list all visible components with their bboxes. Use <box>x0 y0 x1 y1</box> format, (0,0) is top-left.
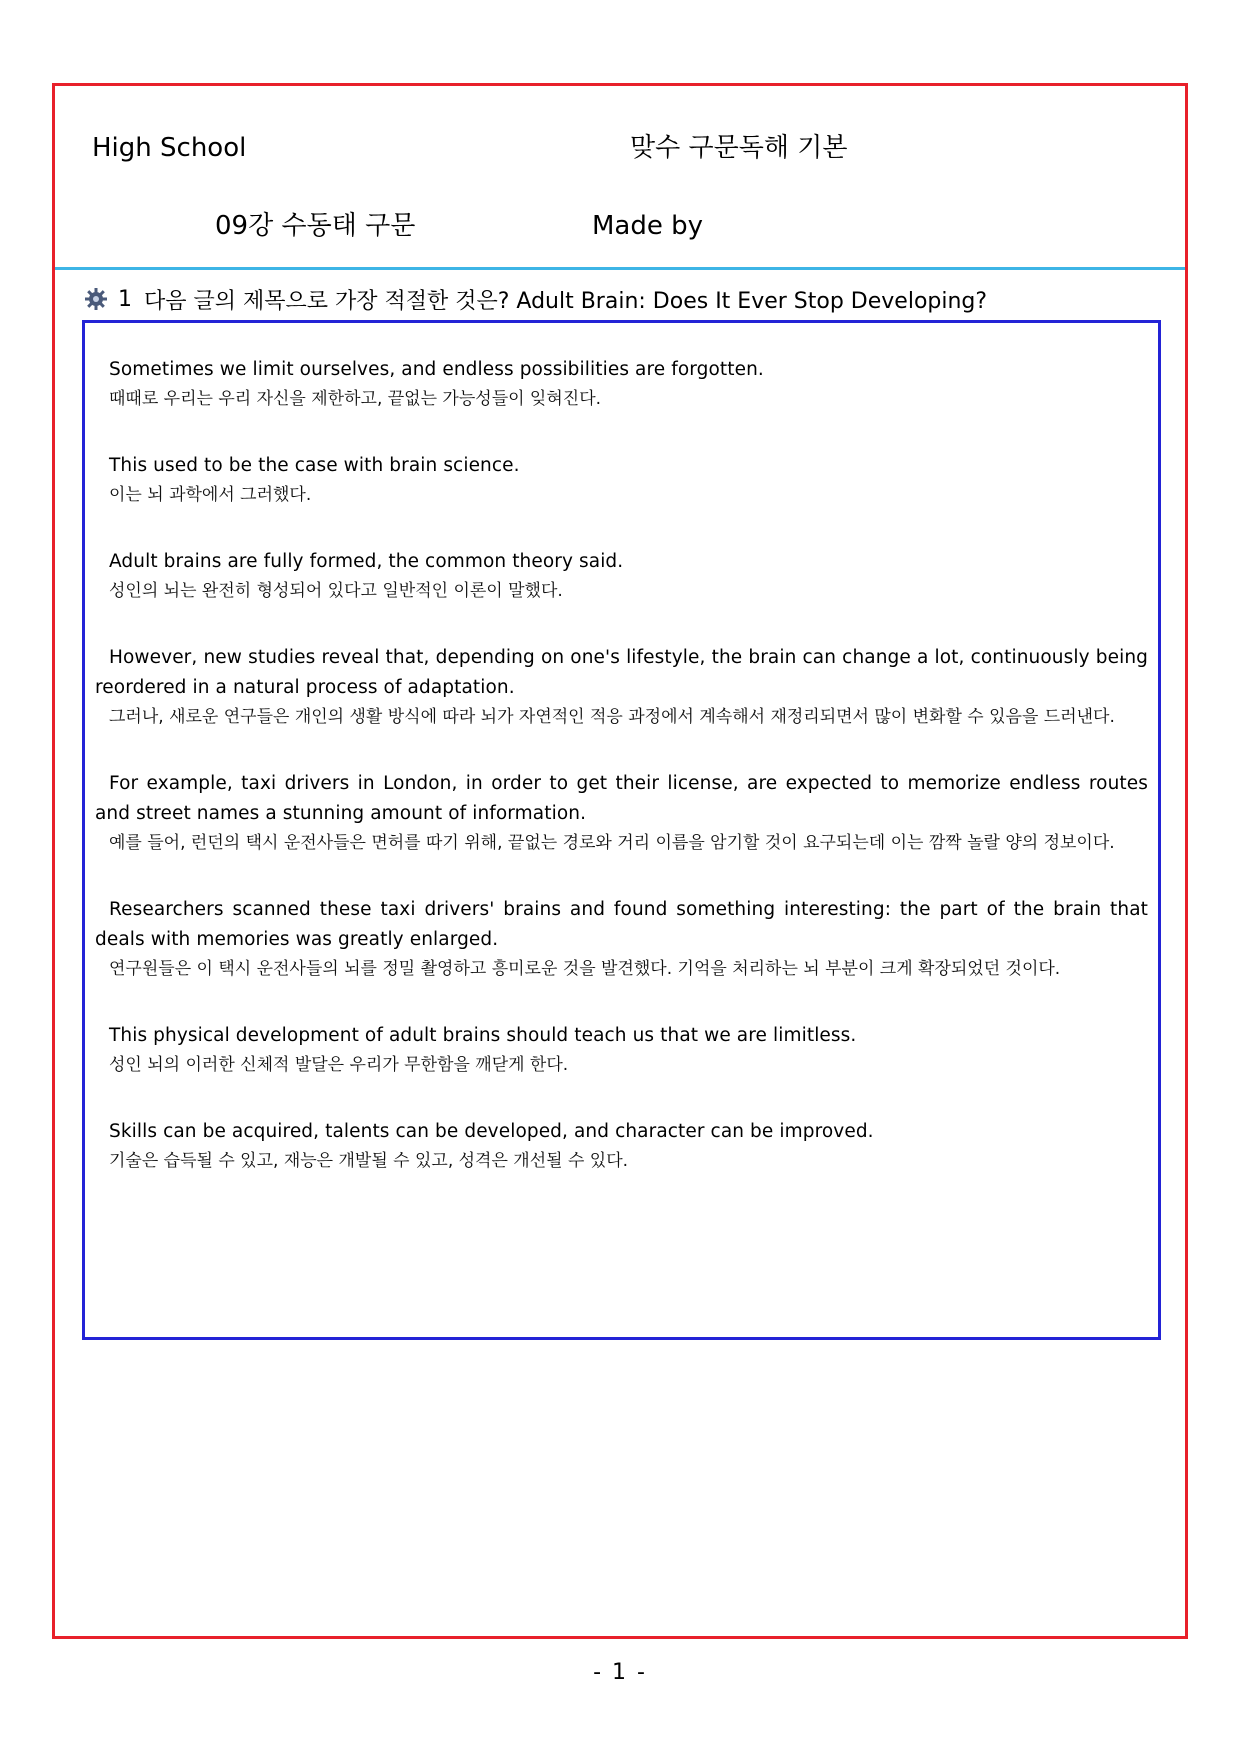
sentence-pair <box>95 895 1148 984</box>
korean-translation: 기술은 습득될 수 있고, 재능은 개발될 수 있고, 성격은 개선될 수 있다. <box>109 1151 629 1171</box>
korean-translation: 연구원들은 이 택시 운전사들의 뇌를 정밀 촬영하고 흥미로운 것을 발견했다. 기억을 처리하는 뇌 부분이 크게 확장되었던 것이다. <box>109 959 1061 979</box>
sentence-pair <box>95 355 1148 414</box>
sentence-pair <box>95 769 1148 858</box>
page-number: - 1 - <box>593 1660 647 1685</box>
english-sentence: Sometimes we limit ourselves, and endless possibilities are forgotten. <box>109 359 764 380</box>
sentence-pair <box>95 451 1148 510</box>
question-heading <box>84 284 987 314</box>
header-divider <box>55 267 1185 270</box>
english-sentence: However, new studies reveal that, depending on one's lifestyle, the brain can change a lot, continuously being reordered in a natural process of adaptation. <box>95 647 1148 698</box>
korean-translation: 그러나, 새로운 연구들은 개인의 생활 방식에 따라 뇌가 자연적인 적응 과정에서 계속해서 재정리되면서 많이 변화할 수 있음을 드러낸다. <box>109 707 1115 727</box>
sentence-pair <box>95 643 1148 732</box>
gear-icon <box>84 287 108 311</box>
sentence-pair <box>95 547 1148 606</box>
english-sentence: Skills can be acquired, talents can be developed, and character can be improved. <box>109 1121 874 1142</box>
lesson-title: 09강 수동태 구문 <box>215 211 416 241</box>
english-sentence: Researchers scanned these taxi drivers' brains and found something interesting: the part of the brain that deals with memories was greatly enlarged. <box>95 899 1148 950</box>
english-sentence: For example, taxi drivers in London, in order to get their license, are expected to memorize endless routes and street names a stunning amount of information. <box>95 773 1148 824</box>
passage-box <box>82 320 1161 1340</box>
book-title: 맞수 구문독해 기본 <box>630 133 848 163</box>
question-prompt: 다음 글의 제목으로 가장 적절한 것은? Adult Brain: Does It Ever Stop Developing? <box>144 288 988 314</box>
korean-translation: 성인의 뇌는 완전히 형성되어 있다고 일반적인 이론이 말했다. <box>109 581 563 601</box>
question-number: 1 <box>118 286 132 312</box>
english-sentence: Adult brains are fully formed, the common theory said. <box>109 551 624 572</box>
sentence-pair <box>95 1117 1148 1176</box>
sentence-pair <box>95 1021 1148 1080</box>
english-sentence: This used to be the case with brain science. <box>109 455 520 476</box>
school-label: High School <box>92 133 247 163</box>
made-by-label: Made by <box>592 211 704 241</box>
korean-translation: 성인 뇌의 이러한 신체적 발달은 우리가 무한함을 깨닫게 한다. <box>109 1055 569 1075</box>
korean-translation: 때때로 우리는 우리 자신을 제한하고, 끝없는 가능성들이 잊혀진다. <box>109 389 602 409</box>
korean-translation: 이는 뇌 과학에서 그러했다. <box>109 485 312 505</box>
korean-translation: 예를 들어, 런던의 택시 운전사들은 면허를 따기 위해, 끝없는 경로와 거리 이름을 암기할 것이 요구되는데 이는 깜짝 놀랄 양의 정보이다. <box>109 833 1115 853</box>
english-sentence: This physical development of adult brains should teach us that we are limitless. <box>109 1025 857 1046</box>
